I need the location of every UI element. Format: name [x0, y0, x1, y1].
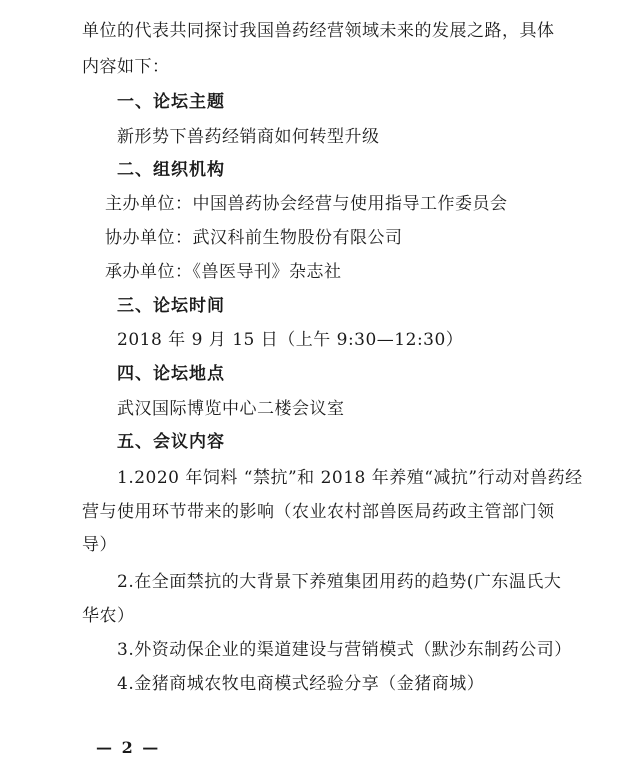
agenda-item-3: 3.外资动保企业的渠道建设与营销模式（默沙东制药公司） [117, 640, 572, 660]
org-cohost: 协办单位：武汉科前生物股份有限公司 [105, 228, 403, 248]
page-number: — 2 — [96, 738, 161, 757]
time-content: 2018 年 9 月 15 日（上午 9:30—12:30） [117, 330, 464, 350]
agenda-item-1-line-1: 1.2020 年饲料 “禁抗”和 2018 年养殖“减抗”行动对兽药经 [117, 468, 583, 488]
section-heading-venue: 四、论坛地点 [117, 364, 225, 384]
venue-content: 武汉国际博览中心二楼会议室 [117, 399, 345, 419]
section-heading-agenda: 五、会议内容 [117, 432, 225, 452]
agenda-item-2-line-1: 2.在全面禁抗的大背景下养殖集团用药的趋势(广东温氏大 [117, 572, 562, 592]
agenda-item-1-line-3: 导） [82, 535, 117, 555]
section-heading-organization: 二、组织机构 [117, 160, 225, 180]
org-host: 主办单位：中国兽药协会经营与使用指导工作委员会 [105, 194, 508, 214]
agenda-item-1-line-2: 营与使用环节带来的影响（农业农村部兽医局药政主管部门领 [82, 502, 555, 522]
org-organizer: 承办单位：《兽医导刊》杂志社 [105, 262, 342, 282]
section-heading-time: 三、论坛时间 [117, 296, 225, 316]
intro-line-1: 单位的代表共同探讨我国兽药经营领域未来的发展之路，具体 [82, 21, 555, 41]
agenda-item-2-line-2: 华农） [82, 606, 135, 626]
intro-line-2: 内容如下： [82, 57, 170, 77]
section-heading-theme: 一、论坛主题 [117, 92, 225, 112]
agenda-item-4: 4.金猪商城农牧电商模式经验分享（金猪商城） [117, 674, 485, 694]
theme-content: 新形势下兽药经销商如何转型升级 [117, 127, 380, 147]
